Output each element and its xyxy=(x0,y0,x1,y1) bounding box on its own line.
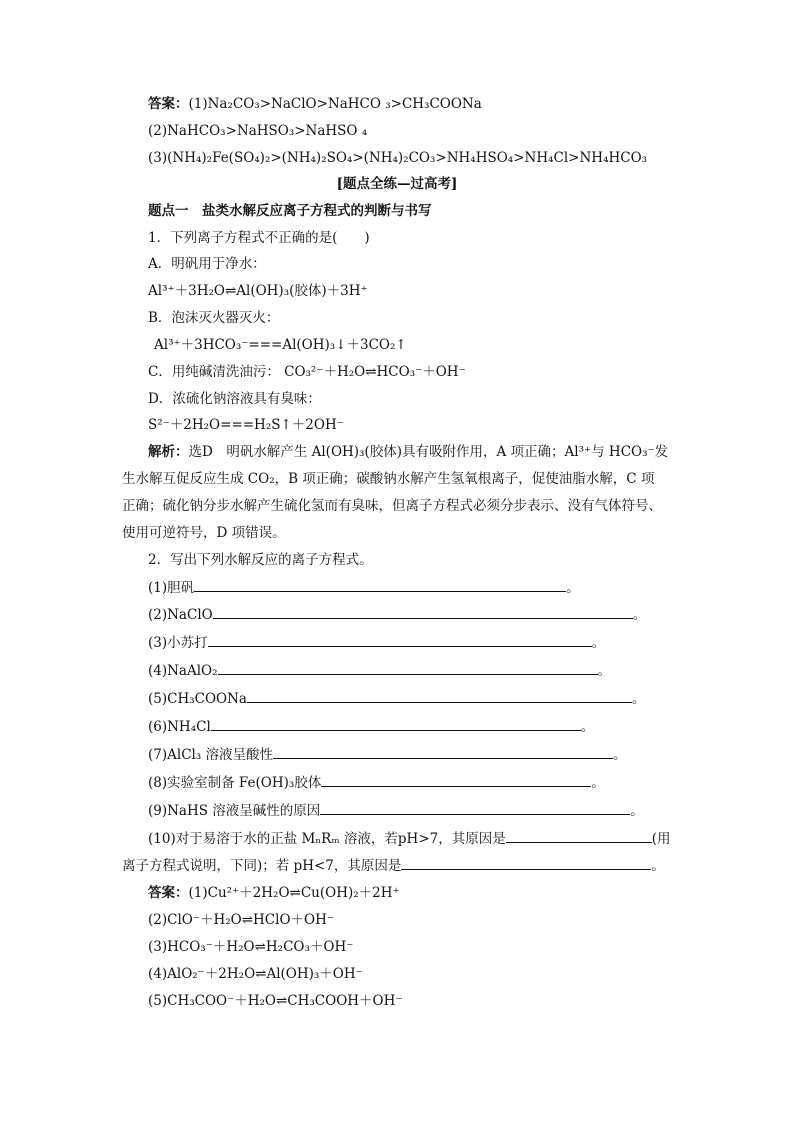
option-a-label: A．明矾用于净水： xyxy=(148,256,266,272)
item-4: (4)NaAlO₂ 。 xyxy=(148,660,611,682)
answer-blank[interactable] xyxy=(194,577,566,592)
answer-2-line-2: (2)ClO⁻＋H₂O⇌HClO＋OH⁻ xyxy=(148,912,334,928)
item-1: (1)胆矾 。 xyxy=(148,577,580,599)
answer-blank[interactable] xyxy=(213,604,633,619)
option-c: C．用纯碱清洗油污： CO₃²⁻＋H₂O⇌HCO₃⁻＋OH⁻ xyxy=(148,364,466,380)
option-b-label: B．泡沫灭火器灭火： xyxy=(148,310,280,326)
answer-blank[interactable] xyxy=(247,688,632,703)
item-8: (8)实验室制备 Fe(OH)₃胶体 。 xyxy=(148,772,605,794)
answer-blank[interactable] xyxy=(321,772,591,787)
answer-blank[interactable] xyxy=(273,744,613,759)
item-7: (7)AlCl₃ 溶液呈酸性 。 xyxy=(148,744,627,766)
option-b-equation: Al³⁺＋3HCO₃⁻===Al(OH)₃↓＋3CO₂↑ xyxy=(154,337,407,353)
answer-2-line-3: (3)HCO₃⁻＋H₂O⇌H₂CO₃＋OH⁻ xyxy=(148,939,354,955)
answer-blank[interactable] xyxy=(320,800,630,815)
question-1-stem: 1．下列离子方程式不正确的是( ) xyxy=(148,230,370,246)
item-3: (3)小苏打 。 xyxy=(148,632,605,654)
answer-blank[interactable] xyxy=(218,660,598,675)
item-9: (9)NaHS 溶液呈碱性的原因 。 xyxy=(148,800,644,822)
item-2: (2)NaClO 。 xyxy=(148,604,646,626)
answer-label: 答案： xyxy=(148,885,189,901)
analysis-line-2: 生水解互促反应生成 CO₂，B 项正确；碳酸钠水解产生氢氧根离子，促使油脂水解，C 项 xyxy=(122,471,655,487)
answer-label: 答案： xyxy=(148,96,189,112)
option-d-equation: S²⁻＋2H₂O===H₂S↑＋2OH⁻ xyxy=(148,417,344,433)
analysis-line-4: 使用可逆符号，D 项错误。 xyxy=(122,525,286,541)
answer-2-line-1: 答案：(1)Cu²⁺＋2H₂O⇌Cu(OH)₂＋2H⁺ xyxy=(148,885,400,901)
option-a-equation: Al³⁺＋3H₂O⇌Al(OH)₃(胶体)＋3H⁺ xyxy=(148,283,368,299)
analysis-label: 解析： xyxy=(148,444,189,460)
answer-blank[interactable] xyxy=(506,828,652,843)
answer-blank[interactable] xyxy=(208,632,592,647)
item-6: (6)NH₄Cl 。 xyxy=(148,716,594,738)
answer-2-line-4: (4)AlO₂⁻＋2H₂O⇌Al(OH)₃＋OH⁻ xyxy=(148,966,363,982)
answer-1-line-3: (3)(NH₄)₂Fe(SO₄)₂>(NH₄)₂SO₄>(NH₄)₂CO₃>NH₄HSO₄>NH₄Cl>NH₄HCO₃ xyxy=(148,150,648,166)
answer-blank[interactable] xyxy=(401,855,651,870)
question-2-stem: 2．写出下列水解反应的离子方程式。 xyxy=(148,552,373,568)
analysis-line-1: 解析：选D 明矾水解产生 Al(OH)₃(胶体)具有吸附作用，A 项正确；Al³⁺与 HCO₃⁻发 xyxy=(148,444,669,460)
topic-heading: 题点一 盐类水解反应离子方程式的判断与书写 xyxy=(148,203,432,219)
answer-blank[interactable] xyxy=(211,716,581,731)
section-title: [题点全练—过高考] xyxy=(336,176,458,192)
item-10-line-2: 离子方程式说明，下同)；若 pH<7，其原因是 。 xyxy=(122,855,665,877)
answer-2-line-5: (5)CH₃COO⁻＋H₂O⇌CH₃COOH＋OH⁻ xyxy=(148,993,403,1009)
option-d-label: D．浓硫化钠溶液具有臭味： xyxy=(148,391,321,407)
answer-1-line-2: (2)NaHCO₃>NaHSO₃>NaHSO ₄ xyxy=(148,123,368,139)
analysis-line-3: 正确；硫化钠分步水解产生硫化氢而有臭味，但离子方程式必须分步表示、没有气体符号、 xyxy=(122,498,662,514)
item-5: (5)CH₃COONa 。 xyxy=(148,688,645,710)
item-10-line-1: (10)对于易溶于水的正盐 MₙRₘ 溶液，若pH>7，其原因是 (用 xyxy=(148,828,671,850)
answer-1-line-1: 答案：(1)Na₂CO₃>NaClO>NaHCO ₃>CH₃COONa xyxy=(148,96,482,112)
